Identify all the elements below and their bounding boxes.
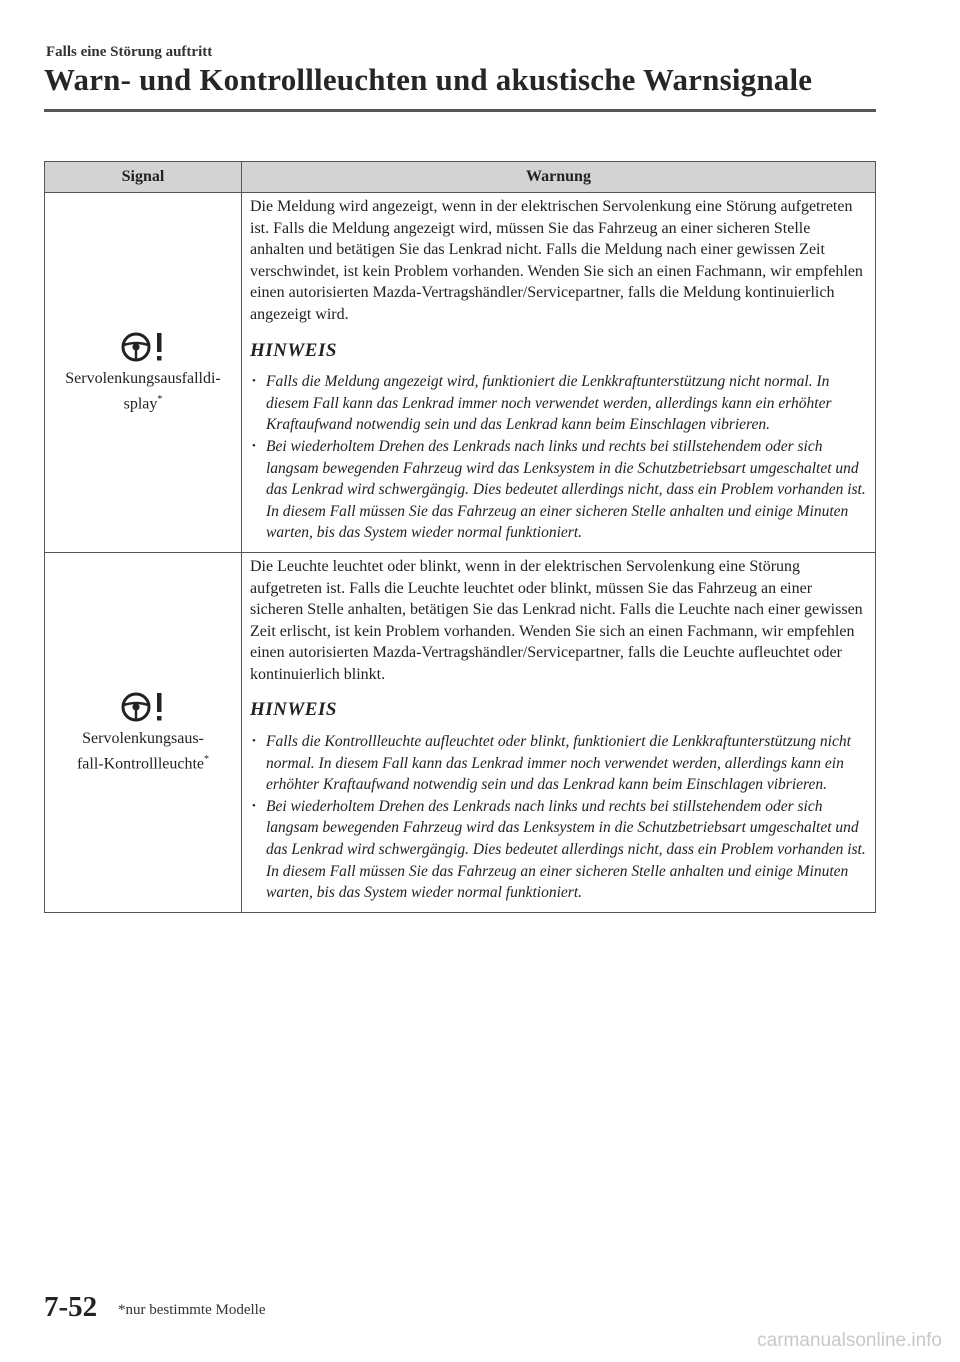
warning-cell <box>242 193 876 553</box>
warning-description: Die Leuchte leuchtet oder blinkt, wenn in der elektrischen Servolenkung eine Störung aufgetreten ist. Falls die Leuchte leuchtet oder blinkt, müssen Sie das Fahrzeug an einer sicheren Stelle anhalten, betätigen Sie das Lenkrad nicht. Falls die Leuchte nach einer gewissen Zeit erlischt, ist kein Problem vorhanden. Wenden Sie sich an einen Fachmann, wir empfehlen einen autorisierten Mazda-Vertragshändler/Servicepartner, falls die Leuchte aufleuchtet oder kontinuierlich blinkt. <box>250 557 863 683</box>
signal-name: Servolenkungsausfalldi- splay* <box>65 370 221 413</box>
note-item: • Bei wiederholtem Drehen des Lenkrads nach links und rechts bei stillstehendem oder sich langsam bewegenden Fahrzeug wird das Lenksystem in die Schutzbetriebsart umgeschaltet und das Lenkrad wird schwergängig. Dies bedeutet allerdings nicht, dass ein Problem vorhanden ist. In diesem Fall müssen Sie das Fahrzeug an einer sicheren Stelle anhalten und einige Minuten warten, bis das System wieder normal funktioniert. <box>250 796 867 904</box>
note-list <box>250 371 867 544</box>
note-item: • Bei wiederholtem Drehen des Lenkrads nach links und rechts bei stillstehendem oder sich langsam bewegenden Fahrzeug wird das Lenksystem in die Schutzbetriebsart umgeschaltet und das Lenkrad wird schwergängig. Dies bedeutet allerdings nicht, dass ein Problem vorhanden ist. In diesem Fall müssen Sie das Fahrzeug an einer sicheren Stelle anhalten und einige Minuten warten, bis das System wieder normal funktioniert. <box>250 436 867 544</box>
table-row <box>45 552 876 912</box>
signal-cell <box>45 552 242 912</box>
column-header-signal: Signal <box>45 162 242 193</box>
section-label: Falls eine Störung auftritt <box>46 44 213 60</box>
steering-wheel-warning-icon <box>119 690 167 724</box>
warning-table <box>44 161 876 913</box>
column-header-warning: Warnung <box>242 162 876 193</box>
table-header-row <box>45 162 876 193</box>
page-number: 7-52 <box>44 1291 98 1323</box>
title-rule <box>44 109 876 112</box>
signal-name: Servolenkungsaus- fall-Kontrollleuchte* <box>76 730 210 773</box>
note-heading: HINWEIS <box>250 699 337 721</box>
note-item: • Falls die Meldung angezeigt wird, funktioniert die Lenkkraftunterstützung nicht normal. In diesem Fall kann das Lenkrad immer noch verwendet werden, allerdings kann ein erhöhter Kraftaufwand notwendig sein und das Lenkrad kann beim Einschlagen vibrieren. <box>250 371 867 436</box>
footnote-mark: * <box>157 394 163 406</box>
footnote-mark: * <box>204 754 210 766</box>
watermark: carmanualsonline.info <box>757 1330 942 1351</box>
footnote: *nur bestimmte Modelle <box>118 1302 266 1318</box>
steering-wheel-warning-icon <box>119 330 167 364</box>
note-heading: HINWEIS <box>250 339 337 361</box>
note-list <box>250 731 867 904</box>
page-title: Warn- und Kontrollleuchten und akustische Warnsignale <box>44 62 813 97</box>
table-row <box>45 193 876 553</box>
warning-cell <box>242 552 876 912</box>
signal-cell <box>45 193 242 553</box>
warning-description: Die Meldung wird angezeigt, wenn in der elektrischen Servolenkung eine Störung aufgetreten ist. Falls die Meldung angezeigt wird, müssen Sie das Fahrzeug an einer sicheren Stelle anhalten und betätigen Sie das Lenkrad nicht. Falls die Meldung nach einer gewissen Zeit verschwindet, ist kein Problem vorhanden. Wenden Sie sich an einen Fachmann, wir empfehlen einen autorisierten Mazda-Vertragshändler/Servicepartner, falls die Meldung kontinuierlich angezeigt wird. <box>250 198 863 323</box>
note-item: • Falls die Kontrollleuchte aufleuchtet oder blinkt, funktioniert die Lenkkraftunterstützung nicht normal. In diesem Fall kann das Lenkrad immer noch verwendet werden, allerdings kann ein erhöhter Kraftaufwand notwendig sein und das Lenkrad kann beim Einschlagen vibrieren. <box>250 731 867 796</box>
